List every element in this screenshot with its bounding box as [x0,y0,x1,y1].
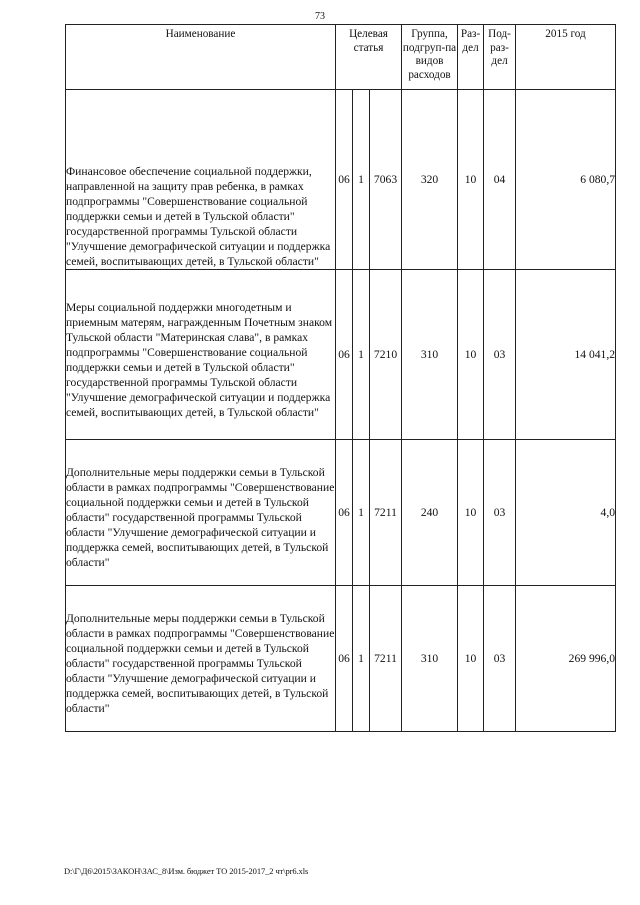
header-section: Раз-дел [458,25,484,90]
row-subsection: 03 [484,270,516,440]
table-header-row [66,25,616,90]
row-subsection: 03 [484,586,516,732]
row-article-program: 06 [336,90,353,270]
row-subsection: 04 [484,90,516,270]
row-section: 10 [458,586,484,732]
row-group: 240 [402,440,458,586]
row-article-subprogram: 1 [353,586,370,732]
header-name: Наименование [66,25,336,90]
row-name: Финансовое обеспечение социальной поддержки, направленной на защиту прав ребенка, в рамках подпрограммы "Совершенствование социальной поддержки семьи и детей в Тульской области" государственной программы Тульской области "Улучшение демографической ситуации и поддержка семей, воспитывающих детей, в Тульской области" [66,90,336,270]
header-group: Группа, подгруп-па видов расходов [402,25,458,90]
row-group: 320 [402,90,458,270]
header-year: 2015 год [516,25,616,90]
row-article-subprogram: 1 [353,90,370,270]
row-article-subprogram: 1 [353,440,370,586]
budget-table [65,24,616,732]
row-amount: 6 080,7 [516,90,616,270]
row-article-code: 7211 [370,440,402,586]
table-row [66,270,616,440]
table-row [66,90,616,270]
row-group: 310 [402,270,458,440]
row-article-code: 7063 [370,90,402,270]
row-group: 310 [402,586,458,732]
row-name: Меры социальной поддержки многодетным и приемным матерям, награжденным Почетным знаком Тульской области "Материнская слава", в рамках подпрограммы "Совершенствование социальной поддержки семьи и детей в Тульской области" государственной программы Тульской области "Улучшение демографической ситуации и поддержка семей, воспитывающих детей, в Тульской области" [66,270,336,440]
row-amount: 14 041,2 [516,270,616,440]
header-subsection: Под-раз-дел [484,25,516,90]
file-path-footer: D:\Г\Д6\2015\ЗАКОН\ЗАС_8\Изм. бюджет ТО 2015-2017_2 чт\pr6.xls [64,866,309,876]
row-amount: 269 996,0 [516,586,616,732]
row-subsection: 03 [484,440,516,586]
row-section: 10 [458,90,484,270]
row-article-code: 7210 [370,270,402,440]
page-number: 73 [315,11,325,22]
row-section: 10 [458,270,484,440]
row-name: Дополнительные меры поддержки семьи в Тульской области в рамках подпрограммы "Совершенствование социальной поддержки семьи и детей в Тульской области" государственной программы Тульской области "Улучшение демографической ситуации и поддержка семей, воспитывающих детей, в Тульской области" [66,440,336,586]
header-target-article: Целевая статья [336,25,402,90]
row-section: 10 [458,440,484,586]
table-row [66,440,616,586]
row-article-program: 06 [336,440,353,586]
row-article-subprogram: 1 [353,270,370,440]
row-article-program: 06 [336,270,353,440]
row-article-code: 7211 [370,586,402,732]
row-name: Дополнительные меры поддержки семьи в Тульской области в рамках подпрограммы "Совершенствование социальной поддержки семьи и детей в Тульской области" государственной программы Тульской области "Улучшение демографической ситуации и поддержка семей, воспитывающих детей, в Тульской области" [66,586,336,732]
row-amount: 4,0 [516,440,616,586]
table-row [66,586,616,732]
row-article-program: 06 [336,586,353,732]
